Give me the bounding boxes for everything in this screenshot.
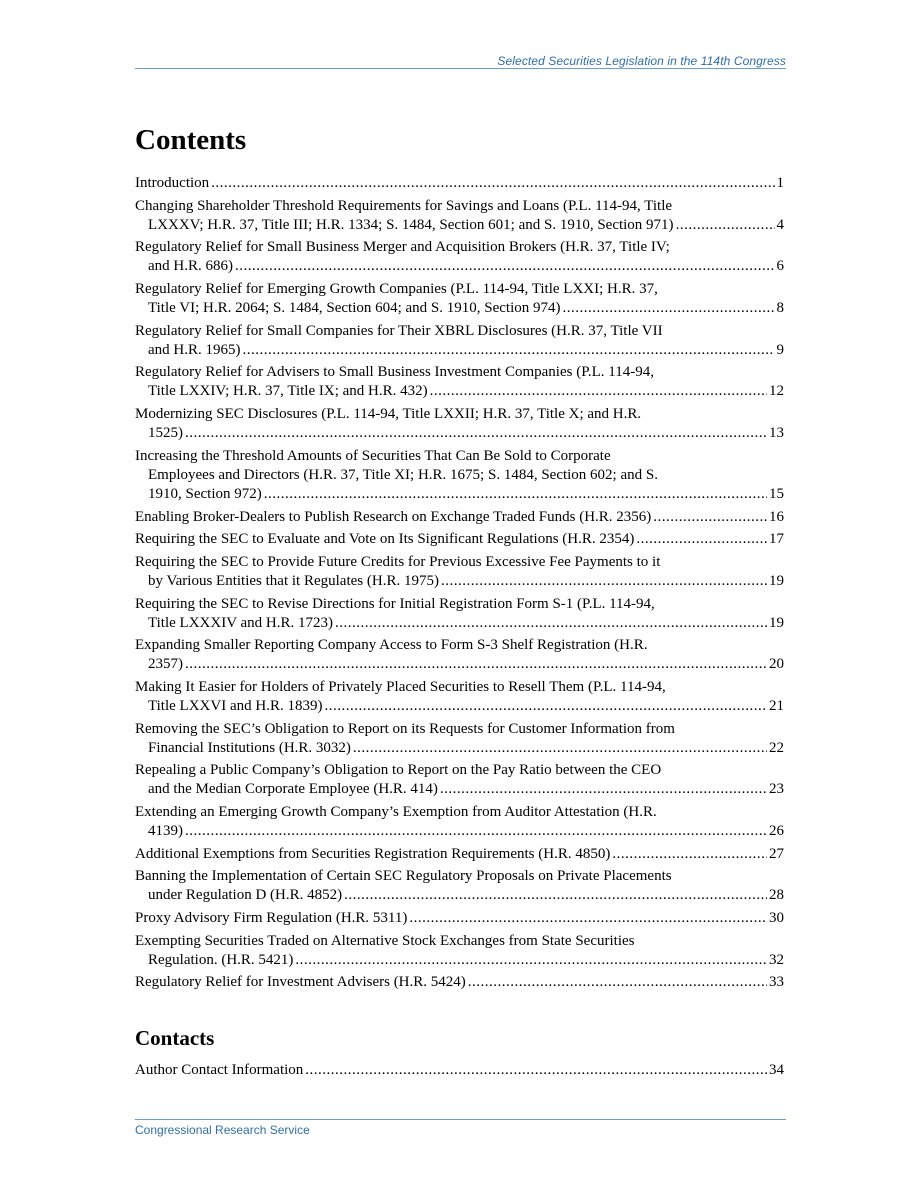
dot-leader (185, 822, 767, 841)
dot-leader (441, 572, 767, 591)
dot-leader (324, 697, 767, 716)
toc-page-number: 33 (769, 974, 784, 991)
toc-page-number: 27 (769, 845, 784, 862)
toc-entry[interactable] (135, 845, 784, 864)
toc-entry-text: 2357) (148, 656, 183, 673)
dot-leader (305, 1061, 767, 1080)
toc-entry-text: Increasing the Threshold Amounts of Securities That Can Be Sold to Corporate (135, 447, 611, 464)
toc-entry-line (135, 216, 784, 235)
toc-entry-text: 1910, Section 972) (148, 485, 262, 502)
toc-entry-text: Enabling Broker-Dealers to Publish Research on Exchange Traded Funds (H.R. 2356) (135, 508, 652, 525)
dot-leader (295, 951, 767, 970)
dot-leader (243, 341, 775, 360)
toc-page-number: 15 (769, 485, 784, 502)
toc-page-number: 22 (769, 739, 784, 756)
toc-entry[interactable] (135, 932, 784, 970)
dot-leader (563, 299, 775, 318)
toc-page-number: 26 (769, 823, 784, 839)
toc-page-number: 17 (769, 531, 784, 548)
toc-entry[interactable] (135, 238, 784, 276)
toc-page-number: 23 (769, 781, 784, 798)
toc-entry-text: 1525) (148, 425, 183, 442)
toc-entry-text: Title VI; H.R. 2064; S. 1484, Section 604; and S. 1910, Section 974) (148, 300, 561, 317)
dot-leader (612, 845, 767, 864)
toc-entry-text: Repealing a Public Company’s Obligation to Report on the Pay Ratio between the CEO (135, 762, 662, 779)
running-header: Selected Securities Legislation in the 114th Congress (497, 54, 786, 68)
dot-leader (235, 257, 775, 276)
toc-entry-text: Title LXXIV; H.R. 37, Title IX; and H.R. 432) (148, 383, 428, 400)
toc-entry-text: and H.R. 686) (148, 258, 233, 275)
toc-entry[interactable] (135, 553, 784, 591)
toc-entry-line (135, 572, 784, 591)
toc-entry-text: Changing Shareholder Threshold Requirements for Savings and Loans (P.L. 114-94, Title (135, 197, 673, 214)
toc-entry-line (135, 951, 784, 970)
toc-entry-line (135, 466, 784, 485)
toc-page-number: 12 (769, 383, 784, 400)
toc-entry-text: Author Contact Information (135, 1062, 304, 1078)
toc-entry-text: Regulation. (H.R. 5421) (148, 951, 294, 968)
toc-entry[interactable] (135, 174, 784, 193)
toc-entry-line (135, 238, 784, 257)
toc-entry-text: Modernizing SEC Disclosures (P.L. 114-94, Title LXXII; H.R. 37, Title X; and H.R. (135, 406, 642, 423)
toc-entry-line (135, 761, 784, 780)
toc-entry-line (135, 867, 784, 886)
toc-entry-text: under Regulation D (H.R. 4852) (148, 887, 343, 904)
toc-entry-text: Regulatory Relief for Advisers to Small Business Investment Companies (P.L. 114-94, (135, 364, 654, 381)
toc-entry-text: Regulatory Relief for Investment Advisers (H.R. 5424) (135, 974, 466, 991)
toc-entry[interactable] (135, 909, 784, 928)
dot-leader (335, 614, 767, 633)
toc-entry[interactable] (135, 678, 784, 716)
dot-leader (409, 909, 767, 928)
toc-entry-line (135, 655, 784, 674)
toc-entry[interactable] (135, 761, 784, 799)
toc-entry-text: Banning the Implementation of Certain SEC Regulatory Proposals on Private Placements (135, 868, 672, 885)
toc-entry-text: Financial Institutions (H.R. 3032) (148, 739, 351, 756)
toc-entry-text: Requiring the SEC to Provide Future Credits for Previous Excessive Fee Payments to it (135, 553, 661, 570)
contacts-title: Contacts (135, 1026, 215, 1050)
toc-entry-line (135, 447, 784, 466)
toc-entry-line (135, 530, 784, 549)
toc-entry-text: Employees and Directors (H.R. 37, Title XI; H.R. 1675; S. 1484, Section 602; and S. (148, 466, 658, 483)
toc-entry-line (135, 1061, 784, 1080)
toc-entry-text: by Various Entities that it Regulates (H.R. 1975) (148, 572, 439, 589)
dot-leader (653, 508, 767, 527)
toc-entry[interactable] (135, 197, 784, 235)
dot-leader (636, 530, 767, 549)
toc-page-number: 28 (769, 887, 784, 904)
toc-entry-line (135, 424, 784, 443)
toc-entry-line (135, 322, 784, 341)
toc-entry-text: Additional Exemptions from Securities Registration Requirements (H.R. 4850) (135, 845, 611, 862)
toc-entry-text: Introduction (135, 175, 210, 191)
toc-entry-text: Making It Easier for Holders of Privately Placed Securities to Resell Them (P.L. 114-94, (135, 678, 666, 695)
toc-entry-line (135, 595, 784, 614)
toc-entry-line (135, 845, 784, 864)
toc-page-number: 19 (769, 614, 784, 631)
toc-entry-text: Requiring the SEC to Evaluate and Vote on Its Significant Regulations (H.R. 2354) (135, 531, 635, 548)
toc-page-number: 13 (769, 425, 784, 442)
dot-leader (353, 739, 767, 758)
toc-entry-text: LXXXV; H.R. 37, Title III; H.R. 1334; S. 1484, Section 601; and S. 1910, Section 971) (148, 216, 674, 233)
toc-page-number: 30 (769, 910, 784, 927)
toc-entry-line (135, 363, 784, 382)
toc-entry-text: Regulatory Relief for Emerging Growth Companies (P.L. 114-94, Title LXXI; H.R. 37, (135, 281, 658, 298)
toc-entry-line (135, 780, 784, 799)
toc-entry[interactable] (135, 280, 784, 318)
toc-entry[interactable] (135, 530, 784, 549)
toc-entry[interactable] (135, 405, 784, 443)
toc-entry-text: and the Median Corporate Employee (H.R. 414) (148, 781, 438, 798)
toc-entry-line (135, 341, 784, 360)
dot-leader (211, 174, 774, 193)
toc-entry-line (135, 720, 784, 739)
toc-entry-line (135, 174, 784, 193)
contents-title: Contents (135, 124, 247, 156)
toc-entry-text: Regulatory Relief for Small Business Merger and Acquisition Brokers (H.R. 37, Title IV; (135, 239, 670, 256)
toc-entry[interactable] (135, 363, 784, 401)
toc-entry[interactable] (135, 636, 784, 674)
toc-entry-line (135, 636, 784, 655)
toc-page-number: 1 (776, 175, 784, 191)
dot-leader (430, 382, 767, 401)
toc-page-number: 32 (769, 951, 784, 968)
toc-page-number: 6 (776, 258, 784, 275)
toc-entry[interactable] (135, 508, 784, 527)
toc-entry[interactable] (135, 1061, 784, 1080)
toc-entry-line (135, 257, 784, 276)
toc-entry-line (135, 932, 784, 951)
toc-entry-line (135, 822, 784, 841)
toc-page-number: 4 (776, 216, 784, 233)
toc-entry-text: Title LXXVI and H.R. 1839) (148, 697, 323, 714)
toc-entry-text: Title LXXXIV and H.R. 1723) (148, 614, 334, 631)
toc-page-number: 19 (769, 572, 784, 589)
toc-entry-line (135, 909, 784, 928)
toc-entry[interactable] (135, 867, 784, 905)
dot-leader (440, 780, 767, 799)
dot-leader (676, 216, 775, 235)
toc-entry-line (135, 553, 784, 572)
toc-entry-text: Requiring the SEC to Revise Directions for Initial Registration Form S-1 (P.L. 114-94, (135, 595, 655, 612)
toc-page-number: 9 (776, 341, 784, 358)
toc-page-number: 34 (769, 1062, 784, 1078)
toc-entry[interactable] (135, 447, 784, 504)
toc-entry-line (135, 405, 784, 424)
toc-entry-line (135, 886, 784, 905)
running-footer: Congressional Research Service (135, 1123, 310, 1137)
toc-entry-line (135, 382, 784, 401)
toc-entry-line (135, 739, 784, 758)
toc-entry-line (135, 973, 784, 992)
toc-entry-line (135, 697, 784, 716)
toc-page-number: 16 (769, 508, 784, 525)
toc-entry[interactable] (135, 720, 784, 758)
dot-leader (185, 655, 767, 674)
toc-entry-text: Regulatory Relief for Small Companies for Their XBRL Disclosures (H.R. 37, Title VII (135, 322, 663, 339)
toc-entry-line (135, 678, 784, 697)
toc-entry-line (135, 803, 784, 822)
dot-leader (468, 973, 767, 992)
dot-leader (185, 424, 767, 443)
toc-entry[interactable] (135, 595, 784, 633)
toc-page-number: 8 (776, 300, 784, 317)
toc-entry-line (135, 299, 784, 318)
toc-entry-text: Expanding Smaller Reporting Company Access to Form S-3 Shelf Registration (H.R. (135, 637, 648, 654)
toc-entry-line (135, 508, 784, 527)
toc-entry-text: Removing the SEC’s Obligation to Report on its Requests for Customer Information from (135, 720, 675, 737)
toc-entry[interactable] (135, 803, 784, 841)
toc-entry-text: 4139) (148, 823, 183, 839)
contents-list (135, 174, 784, 996)
toc-entry-line (135, 197, 784, 216)
toc-entry-line (135, 485, 784, 504)
toc-entry-line (135, 280, 784, 299)
toc-entry-text: and H.R. 1965) (148, 341, 241, 358)
header-rule (135, 68, 786, 69)
toc-entry[interactable] (135, 973, 784, 992)
contacts-list (135, 1061, 784, 1084)
toc-entry-text: Extending an Emerging Growth Company’s Exemption from Auditor Attestation (H.R. (135, 804, 657, 820)
footer-rule (135, 1119, 786, 1120)
toc-entry[interactable] (135, 322, 784, 360)
dot-leader (264, 485, 767, 504)
toc-entry-text: Exempting Securities Traded on Alternative Stock Exchanges from State Securities (135, 932, 635, 949)
dot-leader (344, 886, 767, 905)
toc-entry-line (135, 614, 784, 633)
toc-entry-text: Proxy Advisory Firm Regulation (H.R. 5311) (135, 910, 408, 927)
toc-page-number: 20 (769, 656, 784, 673)
toc-page-number: 21 (769, 697, 784, 714)
